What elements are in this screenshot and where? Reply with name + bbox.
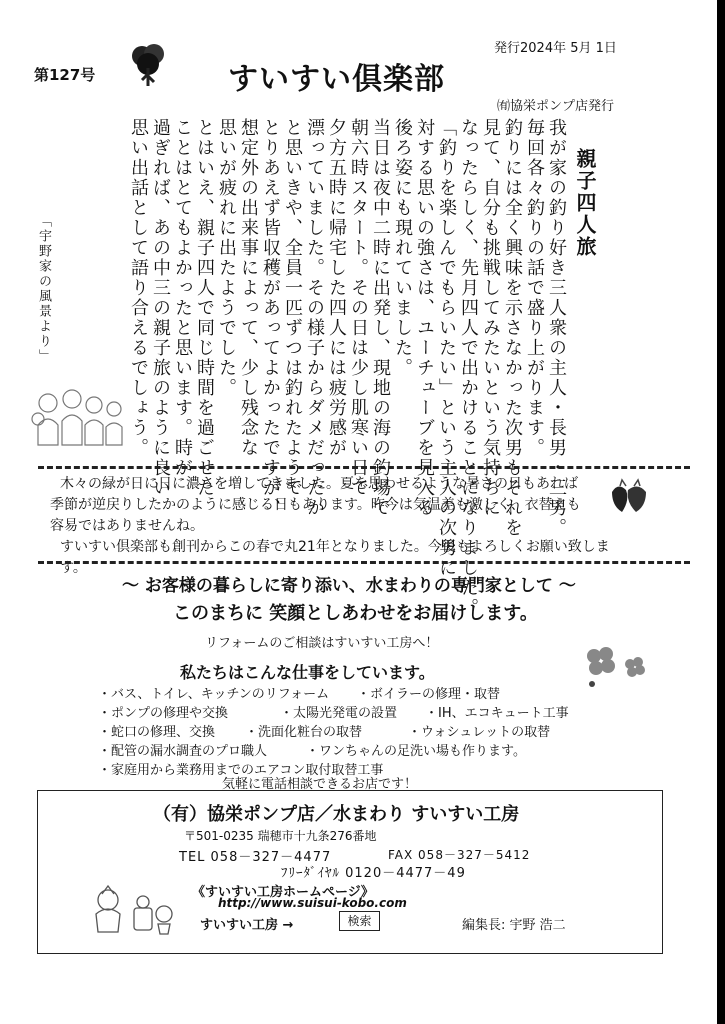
greeting-line: 木々の緑が日に日に濃さを増してきました。夏を思わせるような暑さの日もあれば: [60, 476, 578, 492]
essay-line: 漂っていました。その様子からダメだったか: [304, 118, 325, 518]
essay-line: 想定外の出来事によって、少し残念な: [238, 118, 259, 458]
essay-line: 思い出話として語り合えるでしょう。: [128, 118, 149, 458]
essay-line: とりあえず皆収穫があってよかったですが、: [260, 118, 281, 518]
flower-icon: [582, 644, 650, 692]
essay-line: 対する思いの強さは、ユーチューブを見入る: [414, 118, 435, 518]
essay-line: 当日は夜中二時に出発し、現地の海の釣場で: [370, 118, 391, 518]
service-item: ・ボイラーの修理・取替: [357, 687, 501, 702]
essay-line: 後ろ姿にも現れていました。: [392, 118, 413, 378]
essay-title: 親子四人旅: [573, 148, 597, 258]
newsletter-title: すいすい倶楽部: [228, 62, 445, 97]
service-note: 気軽に電話相談できるお店です！: [222, 777, 418, 792]
scan-edge: [717, 0, 725, 1024]
publisher: ㈲協栄ポンプ店発行: [497, 99, 615, 114]
mascot-illustration: [88, 884, 178, 936]
search-keyword: すいすい工房 →: [200, 918, 294, 933]
service-item: ・太陽光発電の設置: [280, 706, 398, 721]
family-illustration: [30, 385, 130, 447]
greeting-line: 季節が逆戻りしたかのように感じる日もあります。昨今は気温差も激しく、衣替えも: [50, 497, 581, 513]
service-item: ・ポンプの修理や交換: [98, 706, 229, 721]
free-dial: ﾌﾘｰﾀﾞｲﾔﾙ 0120－4477－49: [281, 866, 466, 881]
homepage-label: 《すいすい工房ホームページ》: [192, 885, 374, 900]
slogan-line-1: ～ お客様の暮らしに寄り添い、水まわりの専門家として ～: [122, 576, 576, 596]
essay-line: 夕方五時に帰宅した四人には疲労感が: [326, 118, 347, 458]
service-item: ・家庭用から業務用までのエアコン取付取替工事: [98, 763, 384, 778]
essay-line: ことはとてもよかったと思います。時が: [172, 118, 193, 478]
address: 〒501-0235 瑞穂市十九条276番地: [184, 829, 377, 843]
essay-line: 我が家の釣り好き三人衆の主人・長男・三男。: [546, 118, 567, 538]
fax-number: FAX 058－327－5412: [388, 848, 531, 862]
essay-line: 思いが疲れに出たようでした。: [216, 118, 237, 398]
essay-caption: 「宇野家の風景より」: [36, 214, 51, 364]
services-title: 私たちはこんな仕事をしています。: [180, 663, 435, 682]
service-item: ・ワンちゃんの足洗い場も作ります。: [306, 744, 526, 759]
company-name: （有）協栄ポンプ店／水まわり すいすい工房: [153, 804, 520, 825]
slogan-line-2: このまちに 笑顔としあわせをお届けします。: [173, 603, 538, 624]
greeting-line: 容易ではありませんね。: [50, 518, 204, 534]
issue-date: 発行2024年 5月 1日: [494, 41, 617, 56]
essay-line: 過ぎれば、あの中三の親子旅のように良い: [150, 118, 171, 498]
service-item: ・バス、トイレ、キッチンのリフォーム: [98, 687, 330, 702]
essay-line: 毎回各々釣りの話で盛り上がります。: [524, 118, 545, 458]
service-item: ・ウォシュレットの取替: [408, 725, 551, 740]
essay-line: なったらしく、先月四人で出かけることになりました。: [458, 118, 479, 618]
divider: [38, 561, 690, 564]
phone-number: TEL 058－327－4477: [179, 850, 332, 865]
strawberry-icon: [608, 478, 650, 516]
greeting-line: すいすい倶楽部も創刊からこの春で丸21年となりました。今後もよろしくお願い致します。: [60, 539, 610, 576]
service-item: ・配管の漏水調査のプロ職人: [98, 744, 268, 759]
editor-in-chief: 編集長: 宇野 浩二: [462, 918, 566, 933]
essay-line: 釣りには全く興味を示さなかった次男もそれを: [502, 118, 523, 538]
reform-note: リフォームのご相談はすいすい工房へ！: [205, 636, 439, 651]
search-button[interactable]: 検索: [339, 911, 380, 931]
essay-line: と思いきや、全員一匹ずつは釣れたようで: [282, 118, 303, 498]
essay-line: 見て、自分も挑戦してみたいという気持ちに: [480, 118, 501, 518]
service-item: ・蛇口の修理、交換: [98, 725, 216, 740]
divider: [38, 466, 690, 469]
issue-number: 第127号: [34, 66, 96, 84]
essay-line: 朝六時スタート。その日は少し肌寒い日で: [348, 118, 369, 498]
tree-icon: [128, 40, 168, 88]
essay-line: とはいえ、親子四人で同じ時間を過ごせた: [194, 118, 215, 498]
service-item: ・IH、エコキュート工事: [425, 706, 569, 721]
essay-line: 「釣りを楽しんでもらいたい」という主人の次男に: [436, 118, 457, 578]
homepage-link[interactable]: http://www.suisui-kobo.com: [218, 896, 407, 910]
service-item: ・洗面化粧台の取替: [245, 725, 363, 740]
